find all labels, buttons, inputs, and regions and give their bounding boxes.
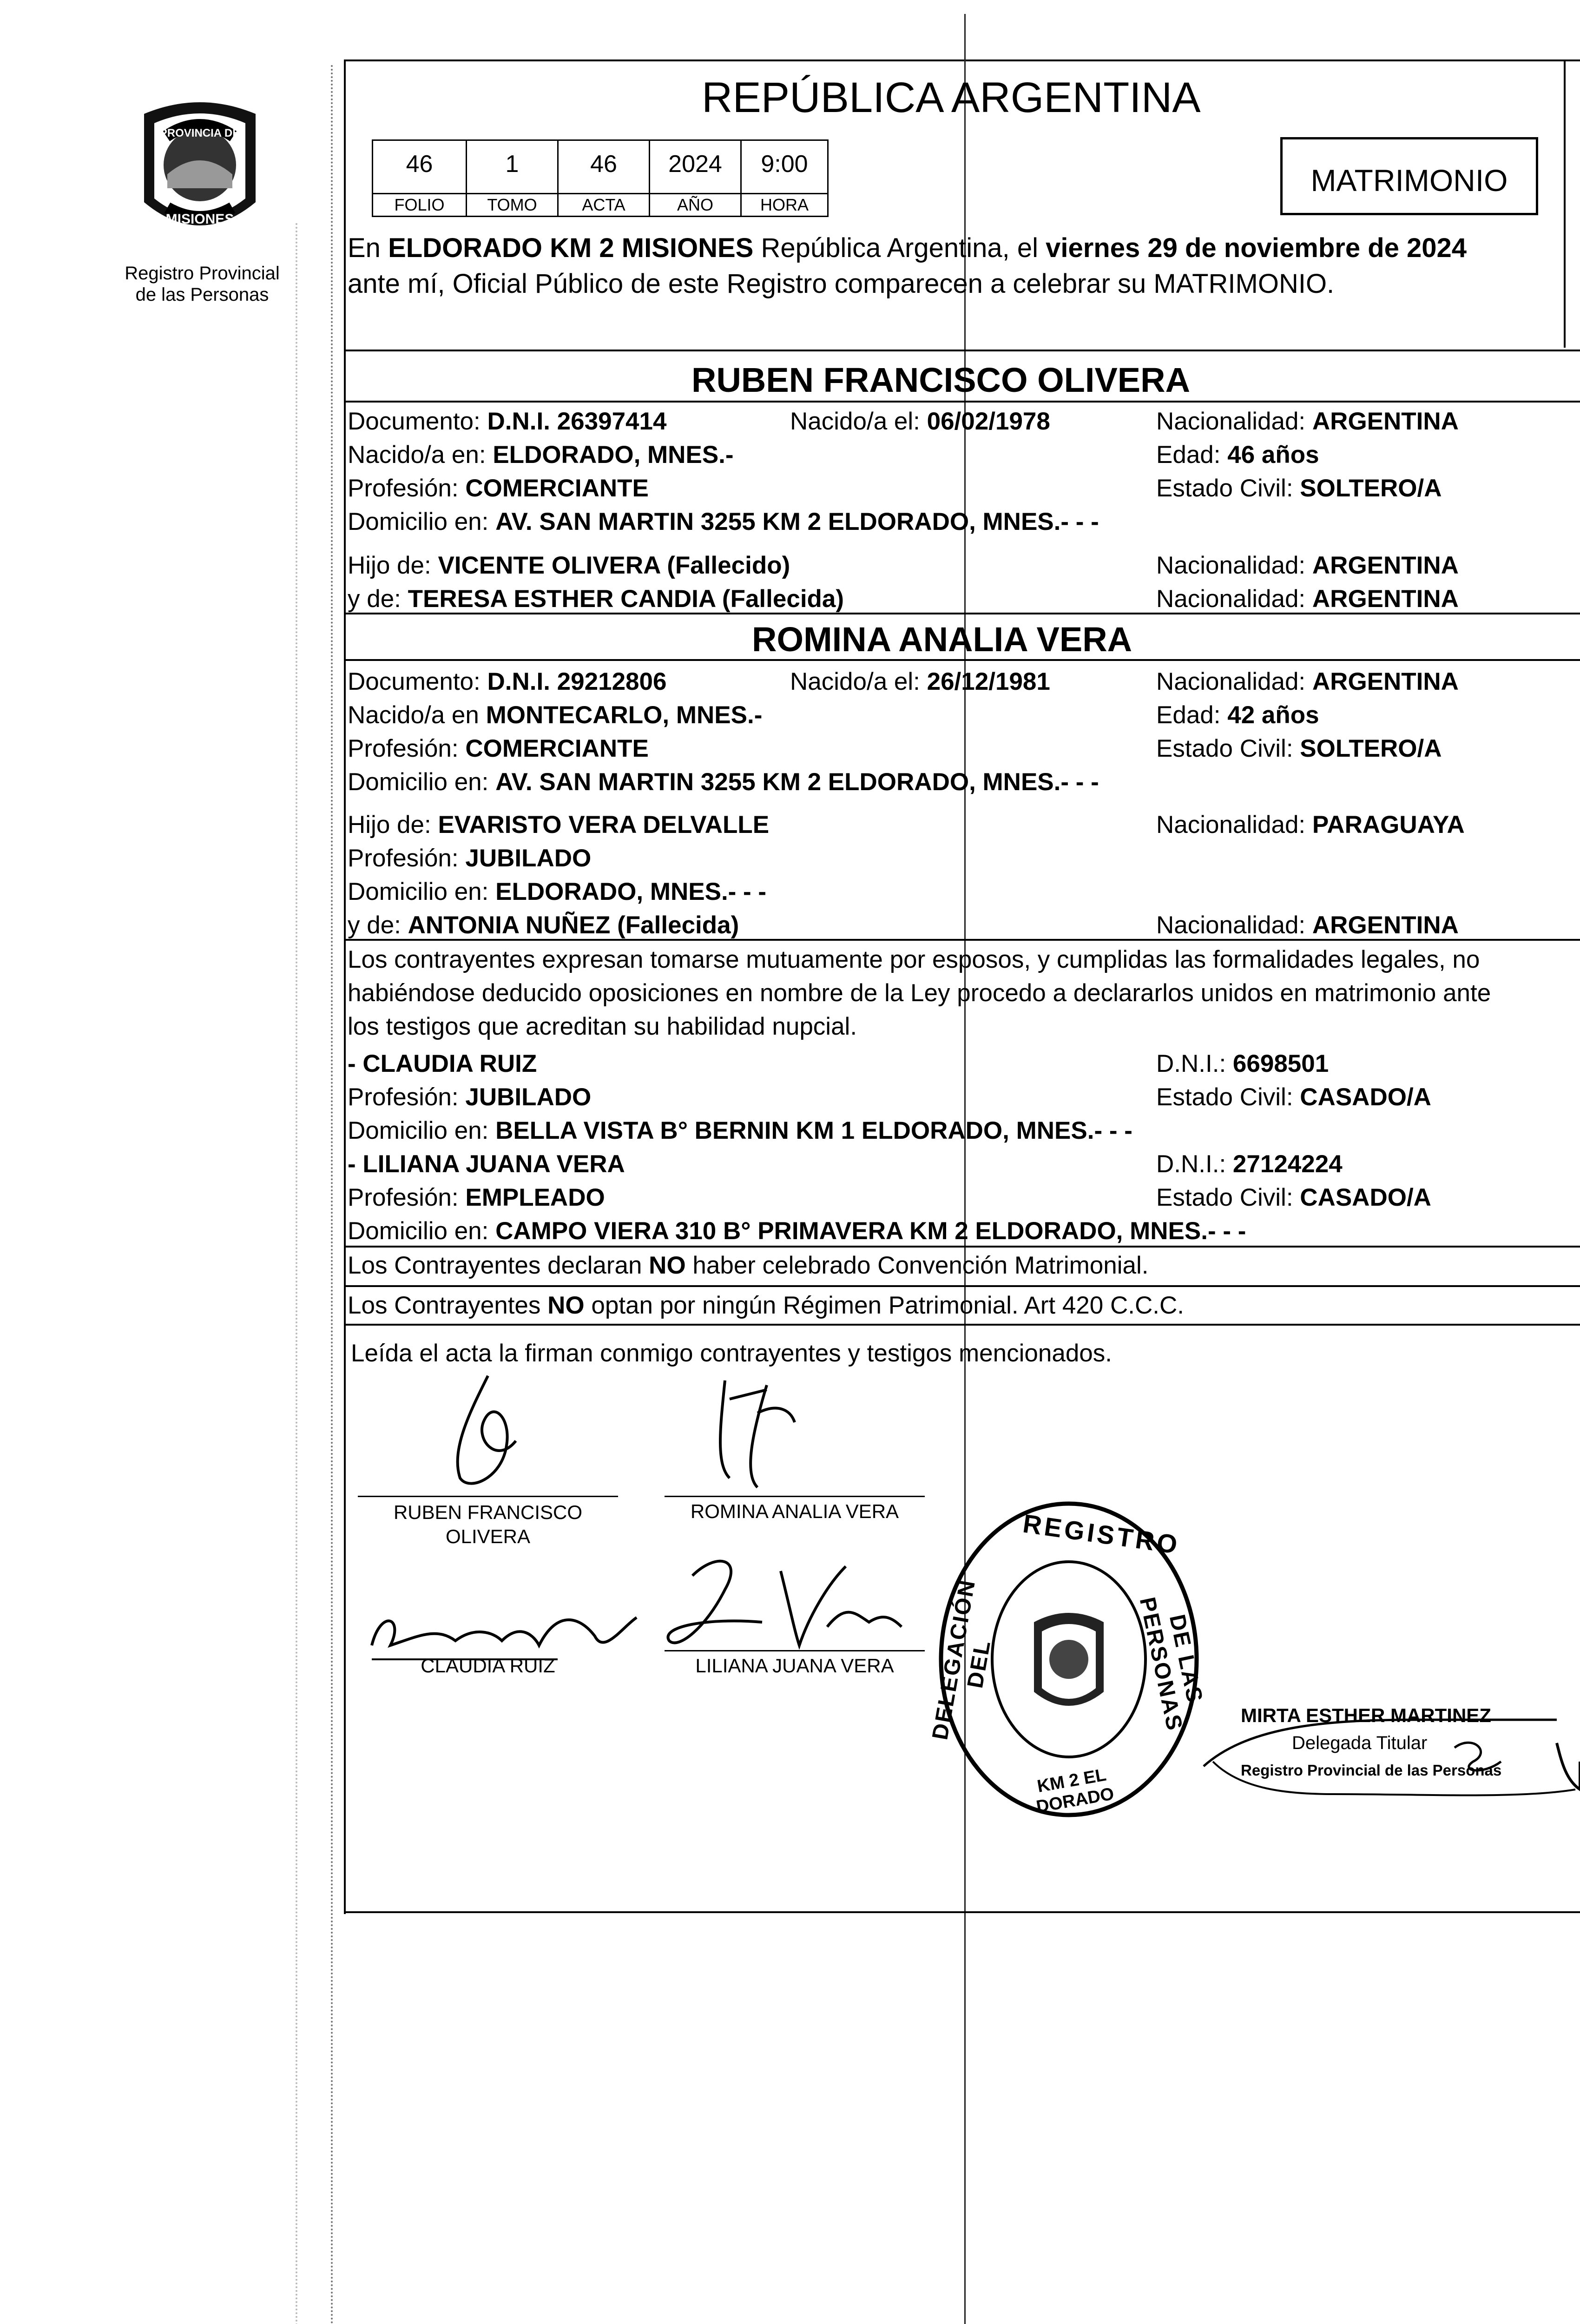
groom-age-label: Edad: [1156,441,1228,469]
witness-2-dni [1156,1152,1343,1176]
bride-signature-caption: ROMINA ANALIA VERA [690,1500,899,1522]
witness-1-civil-label: Estado Civil: [1156,1083,1300,1111]
margin-dotted-line [331,65,335,2324]
declaration-line-3: los testigos que acreditan su habilidad nupcial. [348,1013,857,1040]
groom-signature-caption [358,1500,618,1549]
bride-father-prof: JUBILADO [465,845,592,872]
groom-birthplace-label: Nacido/a en: [348,441,493,469]
bride-address-value: AV. SAN MARTIN 3255 KM 2 ELDORADO, MNES.- - - [495,768,1099,796]
bride-mother-nationality [1156,913,1459,938]
bride-signature-line [665,1496,925,1497]
bride-doc-label: Documento: [348,668,487,695]
regime-no: NO [547,1292,585,1319]
groom-nat-label: Nacionalidad: [1156,408,1312,435]
groom-civil-label: Estado Civil: [1156,475,1300,502]
witness-1-address-label: Domicilio en: [348,1117,496,1144]
bride-nationality [1156,669,1459,694]
groom-mother-label: y de: [348,585,408,613]
witness-1-dni [1156,1051,1329,1076]
groom-address [348,509,1099,534]
bride-father-address-label: Domicilio en: [348,878,496,905]
bride-born: 26/12/1981 [927,668,1050,695]
witness-2-profession [348,1185,605,1210]
act-type-box [1280,137,1538,215]
declaration-line-1: Los contrayentes expresan tomarse mutuamente por esposos, y cumplidas las formalidades legales, no [348,946,1480,973]
bride-mother-nat-label: Nacionalidad: [1156,911,1312,939]
witness-1-signature-caption: CLAUDIA RUIZ [421,1655,555,1677]
bride-mother-value: ANTONIA NUÑEZ (Fallecida) [408,911,739,939]
groom-born-label: Nacido/a el: [790,408,927,435]
bride-prof: COMERCIANTE [465,735,649,762]
groom-mother-value: TERESA ESTHER CANDIA (Fallecida) [408,585,844,613]
witness-1-address-value: BELLA VISTA B° BERNIN KM 1 ELDORADO, MNES.- - - [495,1117,1132,1144]
bride-father-value: EVARISTO VERA DELVALLE [438,811,770,838]
groom-father [348,553,790,578]
witness-1-dni-value: 6698501 [1232,1050,1329,1077]
groom-document [348,409,666,434]
tomo-cell [466,139,559,194]
witness-2-prof: EMPLEADO [465,1184,605,1211]
regime-line [348,1293,1184,1318]
intro-line-1 [348,235,1467,262]
bride-father-nationality [1156,812,1465,837]
tomo-label: TOMO [466,193,559,217]
bride-profession [348,736,649,761]
folio-cell [372,139,467,194]
convention-line [348,1253,1148,1278]
witness-2-address-value: CAMPO VIERA 310 B° PRIMAVERA KM 2 ELDORADO, MNES.- - - [495,1217,1246,1245]
intro-text-1: En [348,233,388,263]
anio-value: 2024 [668,151,722,178]
witness-2-signature-caption: LILIANA JUANA VERA [695,1655,894,1677]
groom-name: RUBEN FRANCISCO OLIVERA [691,361,1191,399]
groom-born: 06/02/1978 [927,408,1050,435]
stamp-text-left: DELEGACIÓN DEL [928,1577,996,1742]
groom-father-nat: ARGENTINA [1312,552,1459,579]
groom-underline [344,401,1580,403]
registry-name-line1: Registro Provincial [125,263,280,284]
witness-2-address-label: Domicilio en: [348,1217,496,1245]
divider-before-regime [344,1285,1580,1287]
groom-nat: ARGENTINA [1312,408,1459,435]
groom-father-value: VICENTE OLIVERA (Fallecido) [438,552,790,579]
groom-father-label: Hijo de: [348,552,438,579]
bride-underline [344,659,1580,661]
bride-doc: D.N.I. 29212806 [487,668,667,695]
margin-dotted-line [296,223,299,2324]
bride-document [348,669,666,694]
delegation-stamp [928,1497,1207,1822]
witness-2-signature-line [665,1650,925,1651]
witness-1-address [348,1118,1132,1143]
convention-text-2: haber celebrado Convención Matrimonial. [685,1252,1149,1279]
divider-before-groom [344,350,1580,351]
groom-father-nat-label: Nacionalidad: [1156,552,1312,579]
witness-2-address [348,1219,1246,1243]
bride-nat-label: Nacionalidad: [1156,668,1312,695]
acta-value: 46 [590,151,617,178]
groom-address-value: AV. SAN MARTIN 3255 KM 2 ELDORADO, MNES.- - - [495,508,1099,535]
witness-2-civil: CASADO/A [1300,1184,1431,1211]
groom-profession [348,476,649,501]
regime-text-2: optan por ningún Régimen Patrimonial. Art 420 C.C.C. [584,1292,1184,1319]
divider-before-closing [344,1324,1580,1326]
intro-line-2: ante mí, Oficial Público de este Registro comparecen a celebrar su MATRIMONIO. [348,269,1335,299]
bride-age-value: 42 años [1227,701,1319,729]
witness-1-civil-status [1156,1085,1431,1109]
logo-text-top: PROVINCIA DE [159,127,240,139]
hora-cell [740,139,829,194]
official-name: MIRTA ESTHER MARTINEZ [1241,1704,1491,1726]
groom-birthdate [790,409,1050,434]
acta-cell [557,139,650,194]
groom-father-nationality [1156,553,1459,578]
frame-top [344,59,1580,61]
regime-text-1: Los Contrayentes [348,1292,548,1319]
bride-civil-status [1156,736,1442,761]
bride-address-label: Domicilio en: [348,768,496,796]
convention-no: NO [649,1252,686,1279]
groom-birthplace [348,442,734,467]
witness-2-dni-value: 27124224 [1232,1150,1343,1178]
anio-cell [649,139,742,194]
bride-civil-label: Estado Civil: [1156,735,1300,762]
logo-text-bottom: MISIONES [165,211,234,227]
groom-nationality [1156,409,1459,434]
groom-civil: SOLTERO/A [1300,475,1442,502]
witness-1-name: - CLAUDIA RUIZ [348,1050,537,1077]
tomo-value: 1 [505,151,519,178]
frame-bottom [344,1911,1580,1913]
groom-birthplace-value: ELDORADO, MNES.- [493,441,734,469]
witness-1-prof-label: Profesión: [348,1083,466,1111]
bride-father-nat: PARAGUAYA [1312,811,1465,838]
bride-mother-nat: ARGENTINA [1312,911,1459,939]
groom-mother [348,587,844,611]
bride-age [1156,703,1319,727]
bride-birthplace-value: MONTECARLO, MNES.- [486,701,763,729]
witness-2-civil-status [1156,1185,1431,1210]
bride-birthplace [348,703,762,727]
frame-left [344,59,346,1914]
stamp-text-right: DE LAS PERSONAS [1134,1595,1207,1734]
divider-before-convention [344,1246,1580,1248]
bride-birthplace-label: Nacido/a en [348,701,486,729]
bride-address [348,770,1099,794]
frame-right [1564,59,1566,348]
witness-1-dni-label: D.N.I.: [1156,1050,1233,1077]
groom-signature-line [358,1496,618,1497]
declaration-line-2: habiéndose deducido oposiciones en nombre de la Ley procedo a declararlos unidos en matrimonio ante [348,979,1491,1007]
bride-father-profession [348,846,591,871]
bride-birthdate [790,669,1050,694]
groom-signature [432,1371,534,1492]
anio-label: AÑO [649,193,742,217]
intro-text-2: República Argentina, el [753,233,1046,263]
witness-1-profession [348,1085,591,1109]
witness-2-prof-label: Profesión: [348,1184,466,1211]
acta-label: ACTA [557,193,650,217]
groom-mother-nat: ARGENTINA [1312,585,1459,613]
hora-value: 9:00 [761,151,808,178]
groom-age-value: 46 años [1227,441,1319,469]
divider-before-bride [344,613,1580,614]
groom-doc: D.N.I. 26397414 [487,408,667,435]
bride-born-label: Nacido/a el: [790,668,927,695]
bride-mother [348,913,739,938]
intro-place: ELDORADO KM 2 MISIONES [388,233,754,263]
bride-mother-label: y de: [348,911,408,939]
official-org: Registro Provincial de las Personas [1241,1762,1502,1779]
bride-nat: ARGENTINA [1312,668,1459,695]
intro-date: viernes 29 de noviembre de 2024 [1046,233,1467,263]
groom-prof-label: Profesión: [348,475,466,502]
bride-signature [697,1371,809,1492]
bride-father-label: Hijo de: [348,811,438,838]
witness-1-prof: JUBILADO [465,1083,592,1111]
divider-before-declaration [344,939,1580,941]
groom-address-label: Domicilio en: [348,508,496,535]
groom-caption-line2: OLIVERA [445,1525,531,1547]
page-title: REPÚBLICA ARGENTINA [702,74,1201,121]
registry-name [105,263,300,305]
witness-2-name: - LILIANA JUANA VERA [348,1150,625,1178]
registry-logo [130,95,270,249]
witness-2-civil-label: Estado Civil: [1156,1184,1300,1211]
bride-father-address-value: ELDORADO, MNES.- - - [495,878,767,905]
bride-father [348,812,769,837]
act-type: MATRIMONIO [1310,163,1508,198]
official-title: Delegada Titular [1292,1733,1428,1753]
bride-prof-label: Profesión: [348,735,466,762]
folio-label: FOLIO [372,193,467,217]
folio-value: 46 [406,151,433,178]
groom-civil-status [1156,476,1442,501]
registry-name-line2: de las Personas [135,284,269,305]
bride-civil: SOLTERO/A [1300,735,1442,762]
bride-father-address [348,879,766,904]
groom-prof: COMERCIANTE [465,475,649,502]
closing-line: Leída el acta la firman conmigo contrayentes y testigos mencionados. [351,1340,1113,1367]
bride-father-prof-label: Profesión: [348,845,466,872]
hora-label: HORA [740,193,829,217]
convention-text-1: Los Contrayentes declaran [348,1252,649,1279]
stamp-text-top: REGISTRO [1021,1508,1182,1560]
groom-caption-line1: RUBEN FRANCISCO [393,1501,583,1523]
witness-1-civil: CASADO/A [1300,1083,1431,1111]
bride-age-label: Edad: [1156,701,1228,729]
bride-father-nat-label: Nacionalidad: [1156,811,1312,838]
groom-mother-nationality [1156,587,1459,611]
witness-2-dni-label: D.N.I.: [1156,1150,1233,1178]
groom-mother-nat-label: Nacionalidad: [1156,585,1312,613]
groom-age [1156,442,1319,467]
bride-name: ROMINA ANALIA VERA [752,620,1132,659]
stamp-text-bottom: KM 2 EL DORADO [1034,1765,1116,1817]
groom-doc-label: Documento: [348,408,487,435]
